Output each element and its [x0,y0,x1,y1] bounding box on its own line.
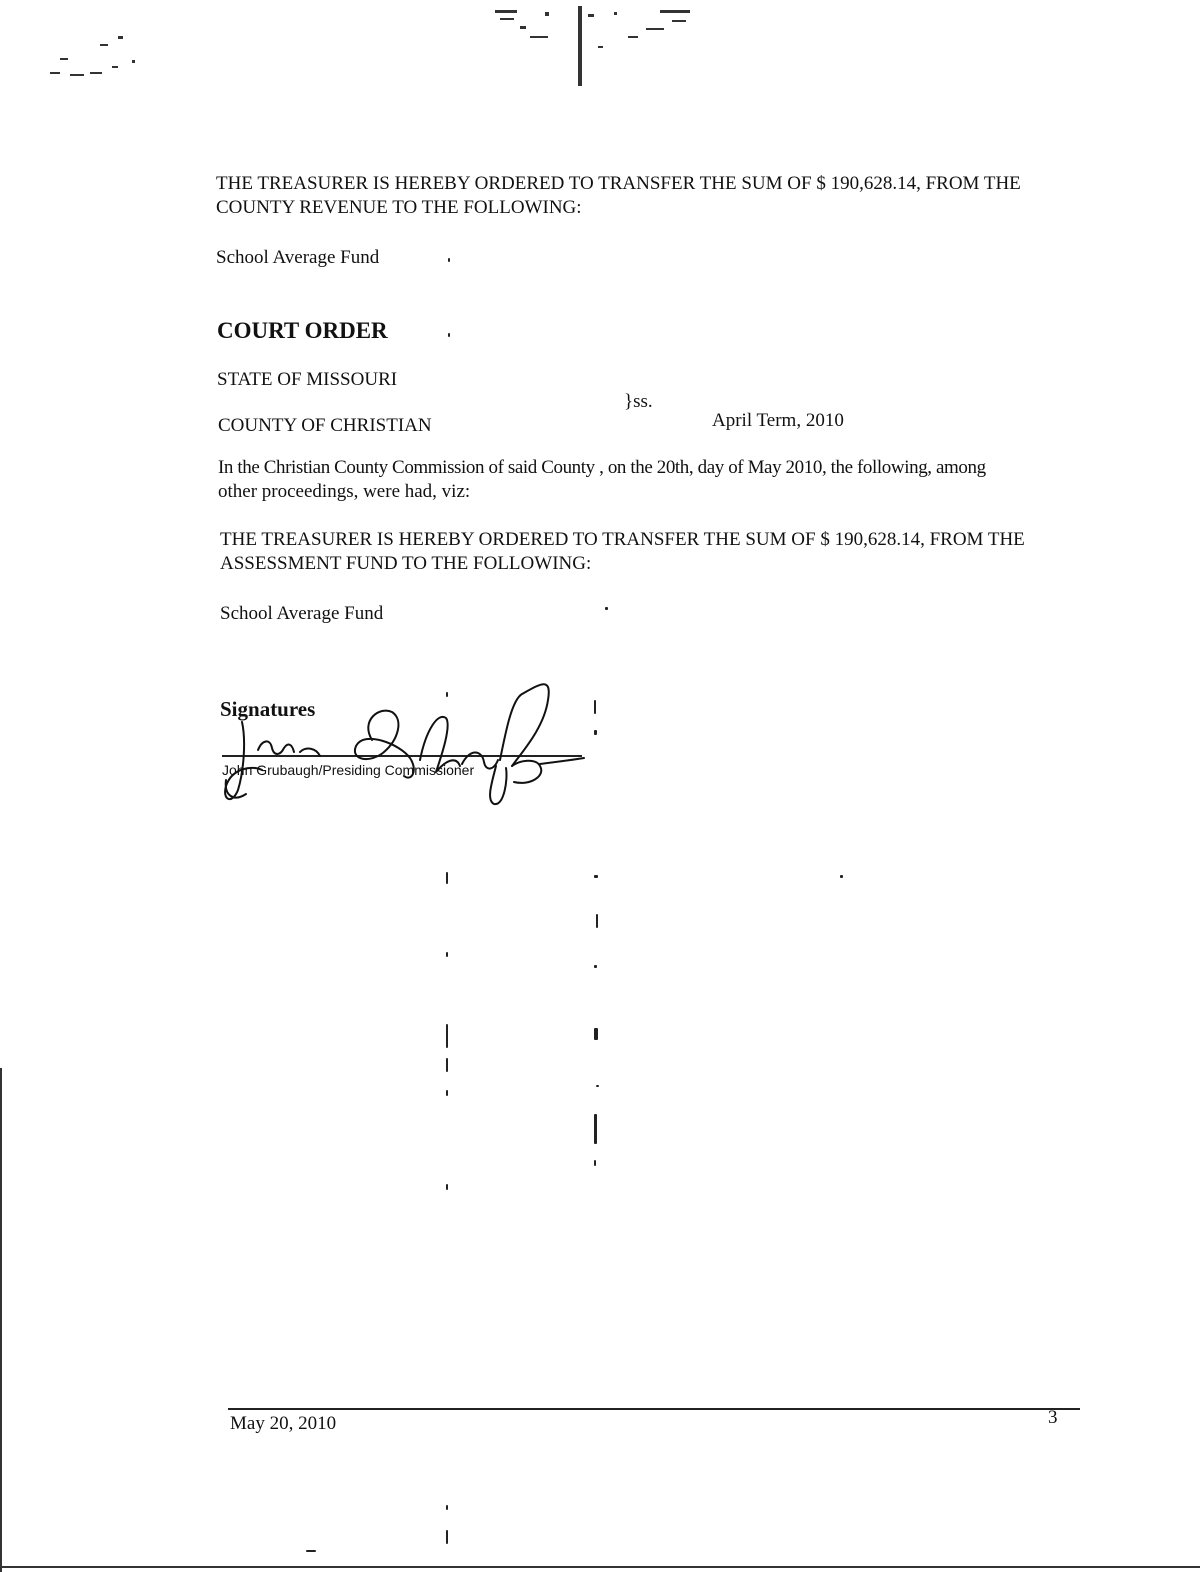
court-order-title: COURT ORDER [217,318,388,343]
scan-speck [594,1114,597,1144]
scan-speck [306,1550,316,1552]
scan-speck [596,1085,599,1087]
scan-speck [446,1184,448,1190]
term-label: April Term, 2010 [712,410,844,431]
scan-speck [446,1024,448,1048]
page-number: 3 [1048,1407,1058,1428]
scan-speck [596,914,598,928]
scan-edge-left [0,1068,2,1572]
scan-speck [446,1505,448,1510]
scan-speck [446,692,448,697]
scan-speck [446,1090,448,1096]
intro-line2: other proceedings, were had, viz: [218,481,471,502]
intro-line1: In the Christian County Commission of said County , on the 20th, day of May 2010, the following, among [218,457,986,478]
scan-speck [594,700,596,714]
scan-speck [446,1058,448,1072]
scan-speck [446,872,448,884]
scan-speck [605,607,608,610]
scan-speck [594,965,597,968]
order2-line1: THE TREASURER IS HEREBY ORDERED TO TRANSFER THE SUM OF $ 190,628.14, FROM THE [220,529,1025,550]
order1-line1: THE TREASURER IS HEREBY ORDERED TO TRANSFER THE SUM OF $ 190,628.14, FROM THE [216,173,1021,194]
order2-line2: ASSESSMENT FUND TO THE FOLLOWING: [220,553,592,574]
scan-speck [594,875,598,878]
scan-speck [594,1160,596,1166]
signatures-heading: Signatures [220,697,316,721]
footer-rule [228,1408,1080,1410]
scan-speck [840,875,843,878]
signer-name: John Grubaugh/Presiding Commissioner [222,762,475,778]
order2-fund: School Average Fund [220,603,384,624]
footer-date: May 20, 2010 [230,1413,337,1434]
state-label: STATE OF MISSOURI [217,369,398,390]
scan-speck [446,952,448,957]
order1-line2: COUNTY REVENUE TO THE FOLLOWING: [216,197,582,218]
scan-speck [594,1028,598,1040]
scan-speck [448,258,450,262]
order1-fund: School Average Fund [216,247,380,268]
scan-speck [594,730,597,735]
scan-edge-bottom [0,1566,1200,1568]
scan-speck [448,333,450,337]
county-label: COUNTY OF CHRISTIAN [218,415,432,436]
scan-speck [446,1530,448,1544]
ss-bracket: }ss. [624,391,653,412]
